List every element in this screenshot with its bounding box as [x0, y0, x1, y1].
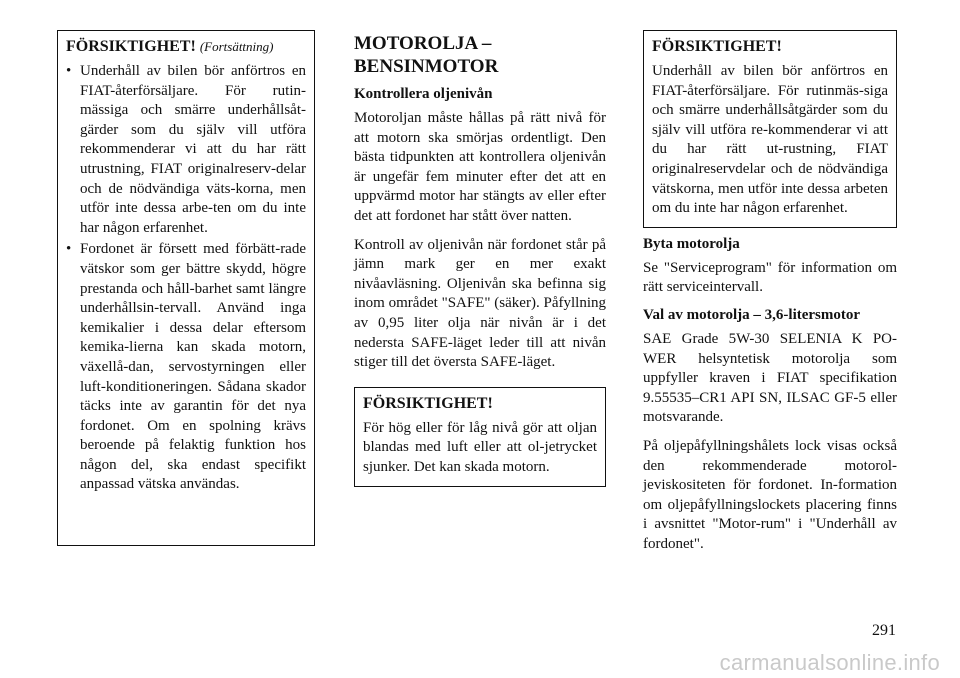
page-number: 291 — [872, 622, 896, 639]
paragraph: På oljepåfyllningshålets lock visas också den rekommenderade motorol-jeviskositeten för fordonet. In-formation om oljepåfyllningslockets placering finns i avsnittet "Motor-rum" i "Underhåll av fordonet". — [643, 437, 897, 552]
caution-bullet-list — [66, 62, 306, 495]
caution-box-oil-level — [354, 387, 606, 487]
paragraph: SAE Grade 5W-30 SELENIA K PO-WER helsyntetisk motorolja som uppfyller kraven i FIAT specifikation 9.55535–CR1 API SN, ILSAC GF-5 eller motsvarande. — [643, 330, 897, 426]
bullet-item: • Fordonet är försett med förbätt-rade vätskor som ger bättre skydd, högre prestanda och håll-barhet samt längre underhållsin-tervall. Använd inga kemikalier i dessa delar eftersom kemika-lierna kan skada motorn, växellå-dan, servostyrningen eller luft-konditioneringen. Sådana skador täcks inte av garantin för det nya fordonet. Om en spolning krävs beroende på felaktig funktion hos någon del, ska endast specifikt anpassad vätska användas. — [66, 240, 306, 495]
caution-box-continued — [57, 30, 315, 546]
subheading-check-oil-level: Kontrollera oljenivån — [354, 86, 493, 102]
section-title: MOTOROLJA – BENSINMOTOR — [354, 33, 499, 77]
caution-title: FÖRSIKTIGHET! — [652, 38, 782, 55]
heading-change-oil: Byta motorolja — [643, 235, 740, 252]
caution-title: FÖRSIKTIGHET! — [363, 394, 493, 412]
column-middle — [354, 30, 606, 487]
caution-text: Underhåll av bilen bör anförtros en FIAT-återförsäljare. För rutinmäs-siga och smärre underhållsåtgärder som du själv vill utföra re-kommenderar vi att du har rätt ut-rustning, FIAT originalreservdelar och de nödvändiga vätskorna, men utför inte dessa arbeten om du inte har någon erfarenhet. — [652, 63, 888, 217]
watermark-logo: carmanualsonline.info — [719, 650, 940, 675]
continuation-label: (Fortsättning) — [199, 39, 274, 54]
paragraph: Kontroll av oljenivån när fordonet står på jämn mark ger en mer exakt nivåavläsning. Oljenivån ska befinna sig inom området "SAFE" (säker). Påfyllning av 0,95 liter olja när nivån är i det nedersta SAFE-läget leder till att nivån stiger till det översta SAFE-läget. — [354, 236, 606, 371]
caution-title — [66, 38, 306, 56]
bullet-item: • Underhåll av bilen bör anförtros en FIAT-återförsäljare. För rutin-mässiga och smärre underhållsåt-gärder som du själv vill utföra rekommenderar vi att du har rätt utrustning, FIAT originalreserv-delar och de nödvändiga väts-korna, men utför inte dessa arbe-ten om du inte har någon erfarenhet. — [66, 62, 306, 238]
column-left — [57, 30, 315, 546]
paragraph: Se "Serviceprogram" för information om rätt serviceintervall. — [643, 259, 897, 296]
caution-title-text: FÖRSIKTIGHET! — [66, 38, 196, 55]
caution-box-maintenance — [643, 30, 897, 228]
paragraph: Motoroljan måste hållas på rätt nivå för att motorn ska smörjas ordentligt. Den bästa tidpunkten att kontrollera oljenivån är ungefär fem minuter efter det att en uppvärmd motor har stängts av eller efter det att fordonet har stått över natten. — [354, 110, 606, 224]
column-right — [643, 30, 897, 554]
heading-oil-selection: Val av motorolja – 3,6-litersmotor — [643, 306, 861, 323]
caution-text: För hög eller för låg nivå gör att oljan blandas med luft eller att ol-jetrycket sjunker. Det kan skada motorn. — [363, 419, 597, 475]
